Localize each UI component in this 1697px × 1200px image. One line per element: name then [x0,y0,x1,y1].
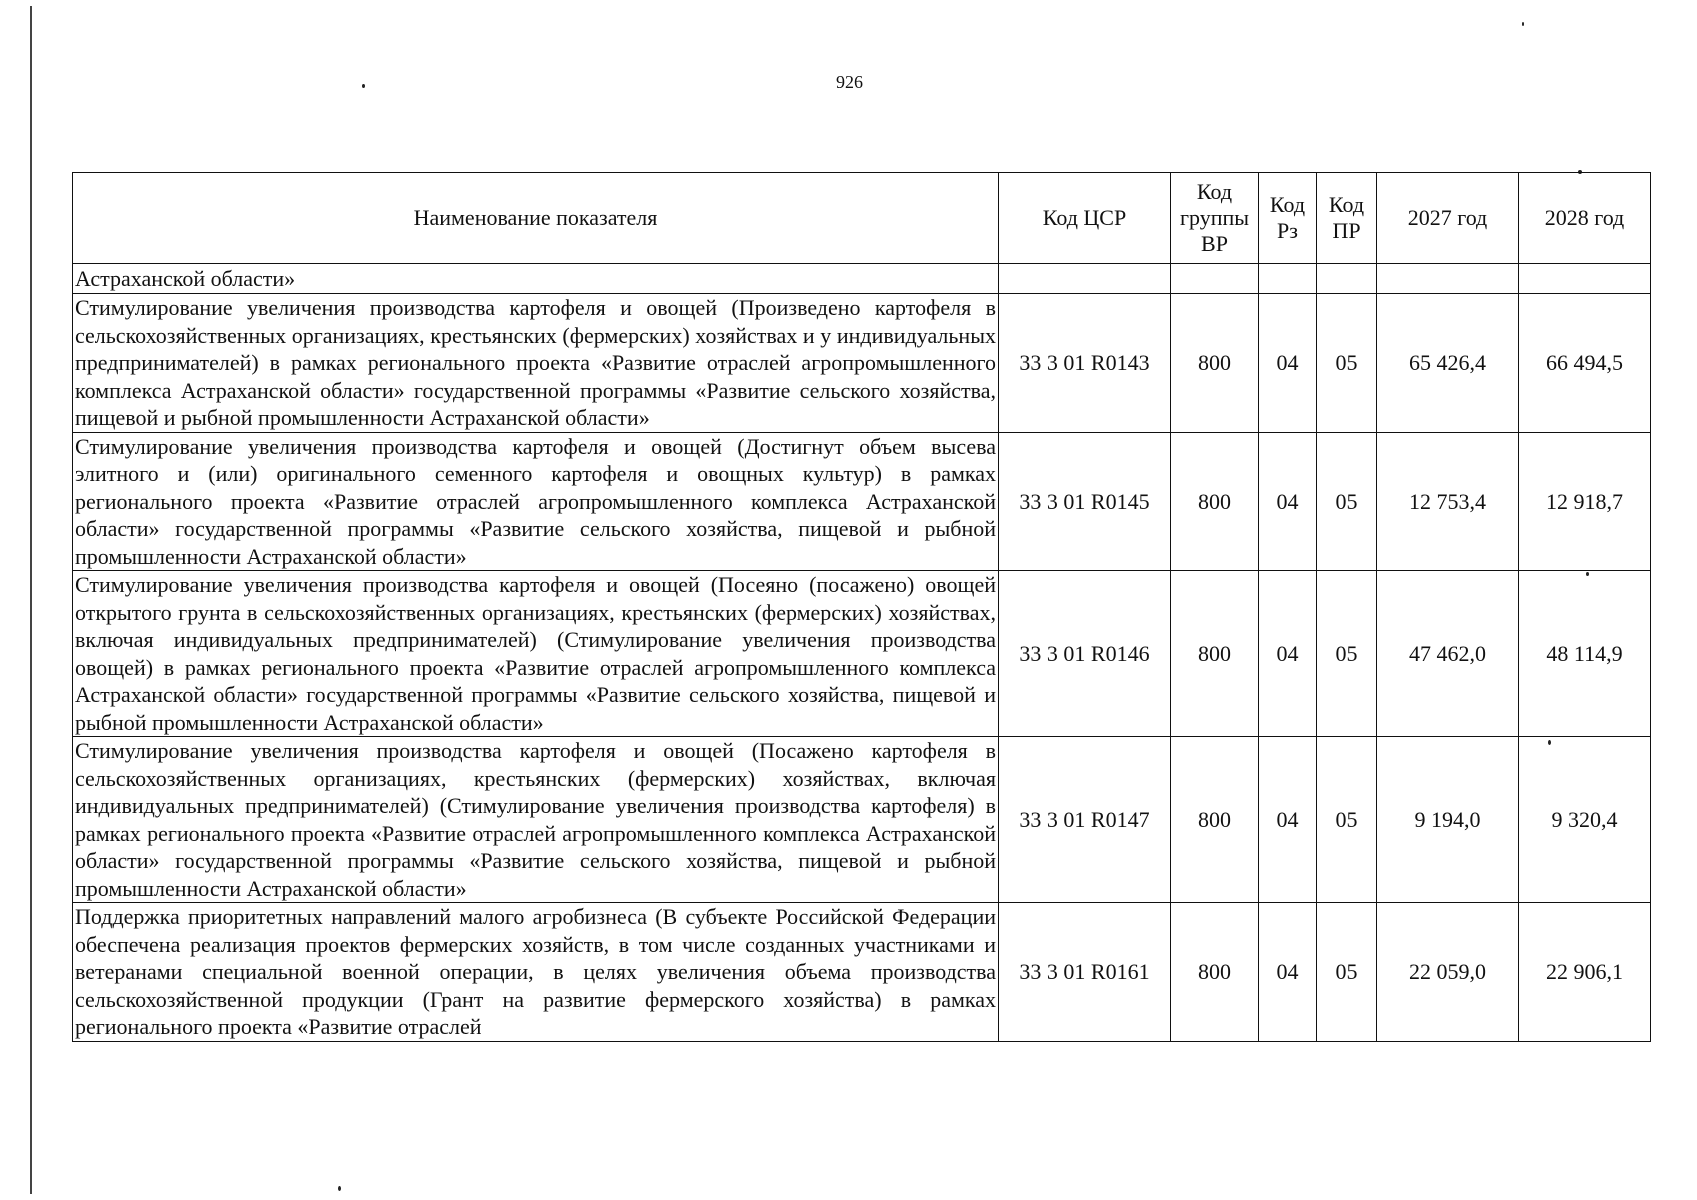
row-name: Астраханской области» [73,264,999,294]
row-vr-code: 800 [1171,294,1259,433]
header-year-2028: 2028 год [1519,173,1651,264]
row-vr-code: 800 [1171,903,1259,1042]
row-vr-code: 800 [1171,432,1259,571]
table-row [73,903,1651,1042]
scan-speck [338,1186,341,1191]
row-name: Стимулирование увеличения производства картофеля и овощей (Посажено картофеля в сельскохозяйственных организациях, крестьянских (фермерских) хозяйствах, включая индивидуальных предпринимателей) (Стимулирование увеличения производства картофеля) в рамках регионального проекта «Развитие отраслей агропромышленного комплекса Астраханской области» государственной программы «Развитие сельского хозяйства, пищевой и рыбной промышленности Астраханской области» [73,737,999,903]
header-name: Наименование показателя [73,173,999,264]
row-pr-code: 05 [1317,737,1377,903]
table-row [73,571,1651,737]
row-value-2027: 65 426,4 [1377,294,1519,433]
table-row [73,432,1651,571]
scan-speck [1522,22,1524,26]
row-value-2027 [1377,264,1519,294]
row-pr-code: 05 [1317,903,1377,1042]
row-pr-code: 05 [1317,432,1377,571]
row-csr-code: 33 3 01 R0143 [999,294,1171,433]
row-name: Стимулирование увеличения производства картофеля и овощей (Произведено картофеля в сельскохозяйственных организациях, крестьянских (фермерских) хозяйствах и у индивидуальных предпринимателей) в рамках регионального проекта «Развитие отраслей агропромышленного комплекса Астраханской области» государственной программы «Развитие сельского хозяйства, пищевой и рыбной промышленности Астраханской области» [73,294,999,433]
row-vr-code [1171,264,1259,294]
row-pr-code [1317,264,1377,294]
row-name: Поддержка приоритетных направлений малого агробизнеса (В субъекте Российской Федерации обеспечена реализация проектов фермерских хозяйств, в том числе созданных участниками и ветеранами специальной военной операции, в целях увеличения объема производства сельскохозяйственной продукции (Грант на развитие фермерского хозяйства) в рамках регионального проекта «Развитие отраслей [73,903,999,1042]
row-name: Стимулирование увеличения производства картофеля и овощей (Достигнут объем высева элитного и (или) оригинального семенного картофеля и овощных культур) в рамках регионального проекта «Развитие отраслей агропромышленного комплекса Астраханской области» государственной программы «Развитие сельского хозяйства, пищевой и рыбной промышленности Астраханской области» [73,432,999,571]
row-vr-code: 800 [1171,571,1259,737]
row-value-2028: 9 320,4 [1519,737,1651,903]
row-value-2027: 12 753,4 [1377,432,1519,571]
header-csr-code: Код ЦСР [999,173,1171,264]
table-row [73,294,1651,433]
header-year-2027: 2027 год [1377,173,1519,264]
row-value-2028 [1519,264,1651,294]
row-rz-code [1259,264,1317,294]
row-csr-code: 33 3 01 R0161 [999,903,1171,1042]
left-margin-rule [30,6,32,1194]
table-header-row [73,173,1651,264]
row-value-2027: 9 194,0 [1377,737,1519,903]
row-rz-code: 04 [1259,432,1317,571]
row-value-2027: 47 462,0 [1377,571,1519,737]
row-name: Стимулирование увеличения производства картофеля и овощей (Посеяно (посажено) овощей открытого грунта в сельскохозяйственных организациях, крестьянских (фермерских) хозяйствах, включая индивидуальных предпринимателей) (Стимулирование увеличения производства овощей) в рамках регионального проекта «Развитие отраслей агропромышленного комплекса Астраханской области» государственной программы «Развитие сельского хозяйства, пищевой и рыбной промышленности Астраханской области» [73,571,999,737]
header-rz-code: Код Рз [1259,173,1317,264]
scan-speck [362,84,365,88]
row-vr-code: 800 [1171,737,1259,903]
table-row [73,737,1651,903]
table-row [73,264,1651,294]
header-vr-code: Код группы ВР [1171,173,1259,264]
header-pr-code: Код ПР [1317,173,1377,264]
row-value-2027: 22 059,0 [1377,903,1519,1042]
row-csr-code: 33 3 01 R0147 [999,737,1171,903]
row-pr-code: 05 [1317,571,1377,737]
row-value-2028: 12 918,7 [1519,432,1651,571]
page-number: 926 [836,72,863,92]
row-value-2028: 48 114,9 [1519,571,1651,737]
row-rz-code: 04 [1259,571,1317,737]
row-value-2028: 66 494,5 [1519,294,1651,433]
row-rz-code: 04 [1259,903,1317,1042]
row-rz-code: 04 [1259,294,1317,433]
row-value-2028: 22 906,1 [1519,903,1651,1042]
row-csr-code: 33 3 01 R0145 [999,432,1171,571]
row-rz-code: 04 [1259,737,1317,903]
row-csr-code: 33 3 01 R0146 [999,571,1171,737]
budget-table [72,172,1651,1042]
row-csr-code [999,264,1171,294]
row-pr-code: 05 [1317,294,1377,433]
